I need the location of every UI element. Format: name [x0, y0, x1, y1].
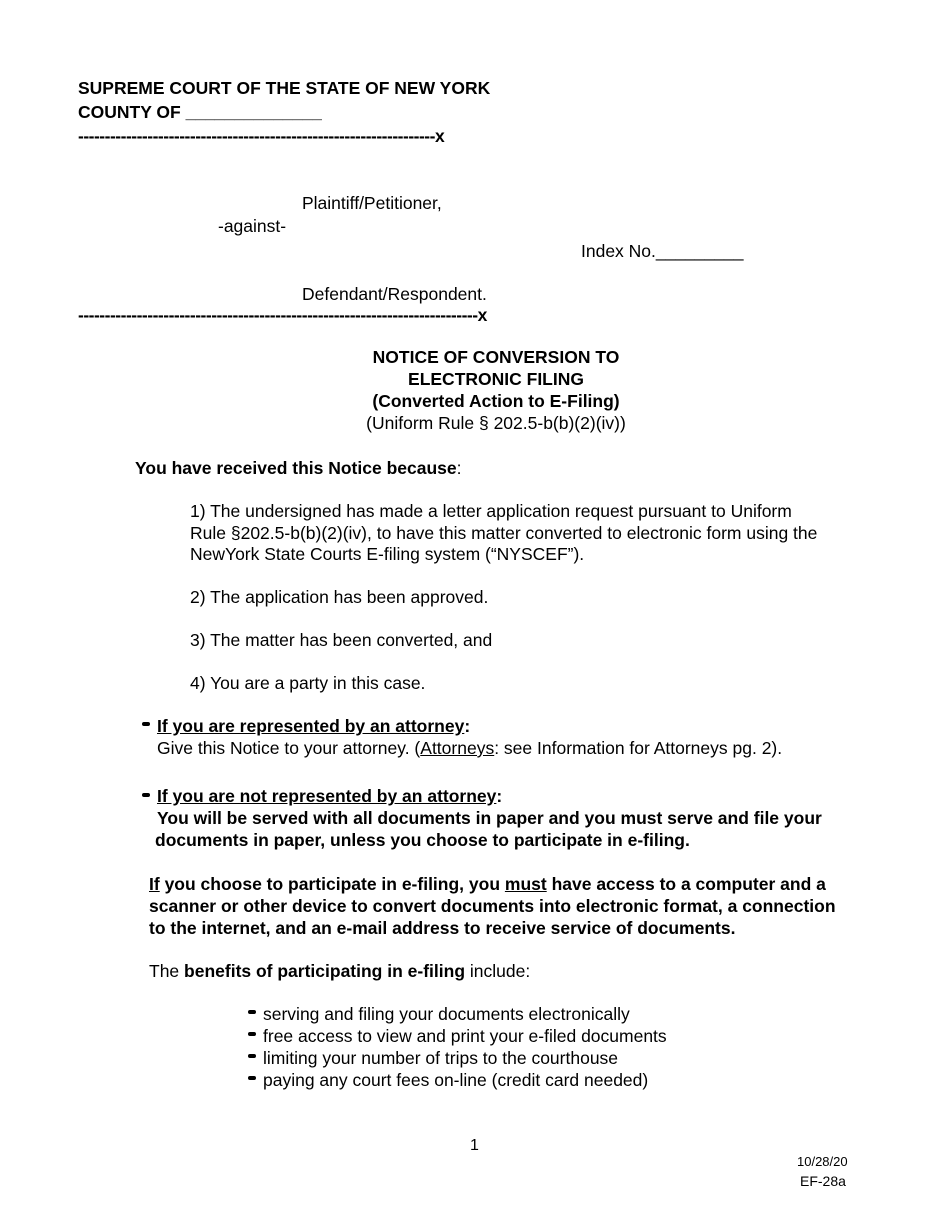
benefit-item-1: serving and filing your documents electronically: [263, 1004, 630, 1024]
defendant-label: Defendant/Respondent.: [302, 284, 487, 304]
title-line-2: ELECTRONIC FILING: [408, 368, 584, 389]
benefit-item-3: limiting your number of trips to the courthouse: [263, 1048, 619, 1068]
caption-rule-bottom: ---------------------------------------------------------------------------x: [78, 305, 487, 325]
participate-line-2: scanner or other device to convert documents into electronic format, a connection: [149, 896, 836, 916]
participate-must: must: [504, 874, 547, 894]
benefit-item-2: free access to view and print your e-filed documents: [263, 1026, 667, 1046]
received-heading-text: You have received this Notice because: [135, 458, 457, 478]
title-line-4: (Uniform Rule § 202.5-b(b)(2)(iv)): [366, 412, 626, 433]
reason-1-line-3: NewYork State Courts E-filing system (“NYSCEF”).: [190, 544, 585, 564]
reason-item-1: [190, 501, 817, 566]
participate-text-1: you choose to participate in e-filing, you: [159, 874, 505, 894]
plaintiff-label: Plaintiff/Petitioner,: [302, 193, 442, 213]
represented-heading-text: If you are represented by an attorney: [157, 716, 465, 736]
bullet-icon: [142, 793, 150, 797]
bullet-icon: [248, 1010, 256, 1014]
index-number-field: Index No._________: [581, 241, 744, 261]
form-number: EF-28a: [800, 1173, 846, 1189]
not-represented-heading: [157, 786, 502, 808]
received-heading: [135, 458, 462, 480]
bullet-icon: [248, 1076, 256, 1080]
received-heading-colon: :: [456, 458, 462, 478]
participate-if: If: [149, 874, 160, 894]
represented-instruction: [157, 738, 782, 760]
caption-rule-top: -------------------------------------------------------------------x: [78, 126, 445, 146]
benefit-item-4: paying any court fees on-line (credit card needed): [263, 1070, 649, 1090]
reason-1-line-2: Rule §202.5-b(b)(2)(iv), to have this matter converted to electronic form using the: [190, 522, 818, 543]
title-line-3: (Converted Action to E-Filing): [372, 390, 620, 411]
represented-text-after: : see Information for Attorneys pg. 2).: [494, 738, 783, 758]
represented-heading-colon: :: [464, 716, 471, 736]
form-date: 10/28/20: [797, 1154, 848, 1169]
benefits-intro: [149, 961, 530, 983]
title-line-1: NOTICE OF CONVERSION TO: [372, 347, 620, 367]
not-represented-heading-text: If you are not represented by an attorney: [157, 786, 497, 806]
benefits-include: include:: [465, 961, 531, 981]
reason-1-line-1: 1) The undersigned has made a letter application request pursuant to Uniform: [190, 501, 792, 521]
bullet-icon: [248, 1032, 256, 1036]
participate-line-3: to the internet, and an e-mail address to receive service of documents.: [149, 918, 736, 938]
not-represented-line-1: You will be served with all documents in paper and you must serve and file your: [157, 808, 822, 828]
bullet-icon: [248, 1054, 256, 1058]
attorneys-link: Attorneys: [420, 738, 495, 758]
not-represented-heading-colon: :: [496, 786, 503, 806]
reason-item-4: 4) You are a party in this case.: [190, 673, 426, 693]
notice-title: [296, 347, 696, 435]
represented-heading: [157, 716, 470, 738]
court-name: SUPREME COURT OF THE STATE OF NEW YORK: [78, 78, 491, 98]
benefits-bold: benefits of participating in e-filing: [184, 961, 466, 981]
benefits-the: The: [149, 961, 185, 981]
page-number: 1: [470, 1137, 479, 1154]
not-represented-line-2: documents in paper, unless you choose to participate in e-filing.: [155, 830, 690, 850]
reason-item-2: 2) The application has been approved.: [190, 587, 489, 607]
against-label: -against-: [218, 216, 287, 236]
bullet-icon: [142, 722, 150, 726]
county-line: COUNTY OF ______________: [78, 102, 322, 122]
participate-line-1: [149, 874, 826, 896]
reason-item-3: 3) The matter has been converted, and: [190, 630, 493, 650]
represented-text-before: Give this Notice to your attorney. (: [157, 738, 421, 758]
participate-text-2: have access to a computer and a: [546, 874, 826, 894]
